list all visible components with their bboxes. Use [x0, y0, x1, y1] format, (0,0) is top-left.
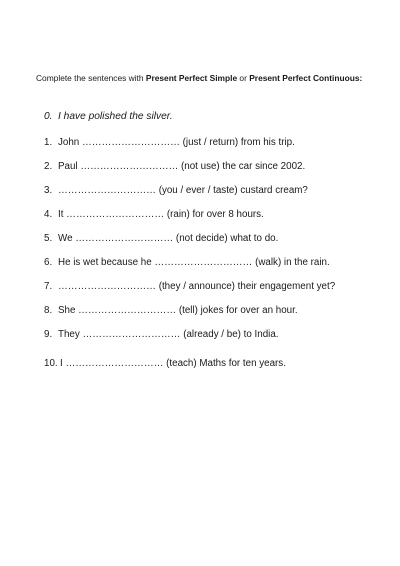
item-number: 2. [44, 161, 53, 172]
item-number: 8. [44, 305, 53, 316]
item-number: 1. [44, 137, 53, 148]
item-number: 10. [44, 358, 58, 369]
item-number: 9. [44, 329, 53, 340]
exercise-item-3 [44, 185, 308, 197]
item-number: 7. [44, 281, 53, 292]
exercise-item-8 [44, 305, 298, 317]
item-text: I ………………………… (teach) Maths for ten years. [60, 358, 286, 369]
example-sentence [44, 111, 173, 122]
example-text: I have polished the silver. [58, 111, 173, 122]
item-text: He is wet because he ………………………… (walk) in the rain. [58, 257, 330, 268]
item-text: ………………………… (they / announce) their engagement yet? [58, 281, 336, 292]
item-number: 5. [44, 233, 53, 244]
exercise-item-2 [44, 161, 305, 173]
instructions-text-1: Complete the sentences with [36, 73, 146, 83]
item-text: John ………………………… (just / return) from his trip. [58, 137, 295, 148]
instructions-bold-2: Present Perfect Continuous [249, 73, 360, 83]
example-number: 0. [44, 111, 53, 122]
instructions-text-2: or [237, 73, 250, 83]
item-number: 6. [44, 257, 53, 268]
item-number: 4. [44, 209, 53, 220]
item-text: It ………………………… (rain) for over 8 hours. [58, 209, 264, 220]
exercise-item-10 [44, 358, 286, 370]
instructions-bold-1: Present Perfect Simple [145, 73, 238, 83]
exercise-item-4 [44, 209, 264, 221]
item-text: She ………………………… (tell) jokes for over an hour. [58, 305, 298, 316]
exercise-item-9 [44, 329, 279, 341]
exercise-item-6 [44, 257, 330, 269]
item-text: ………………………… (you / ever / taste) custard cream? [58, 185, 308, 196]
exercise-item-5 [44, 233, 278, 245]
item-text: We ………………………… (not decide) what to do. [58, 233, 279, 244]
item-number: 3. [44, 185, 53, 196]
instructions [33, 73, 363, 83]
item-text: They ………………………… (already / be) to India. [58, 329, 279, 340]
exercise-item-7 [44, 281, 335, 293]
exercise-item-1 [44, 137, 295, 149]
item-text: Paul ………………………… (not use) the car since 2002. [58, 161, 306, 172]
instructions-text-3: : [359, 73, 363, 83]
